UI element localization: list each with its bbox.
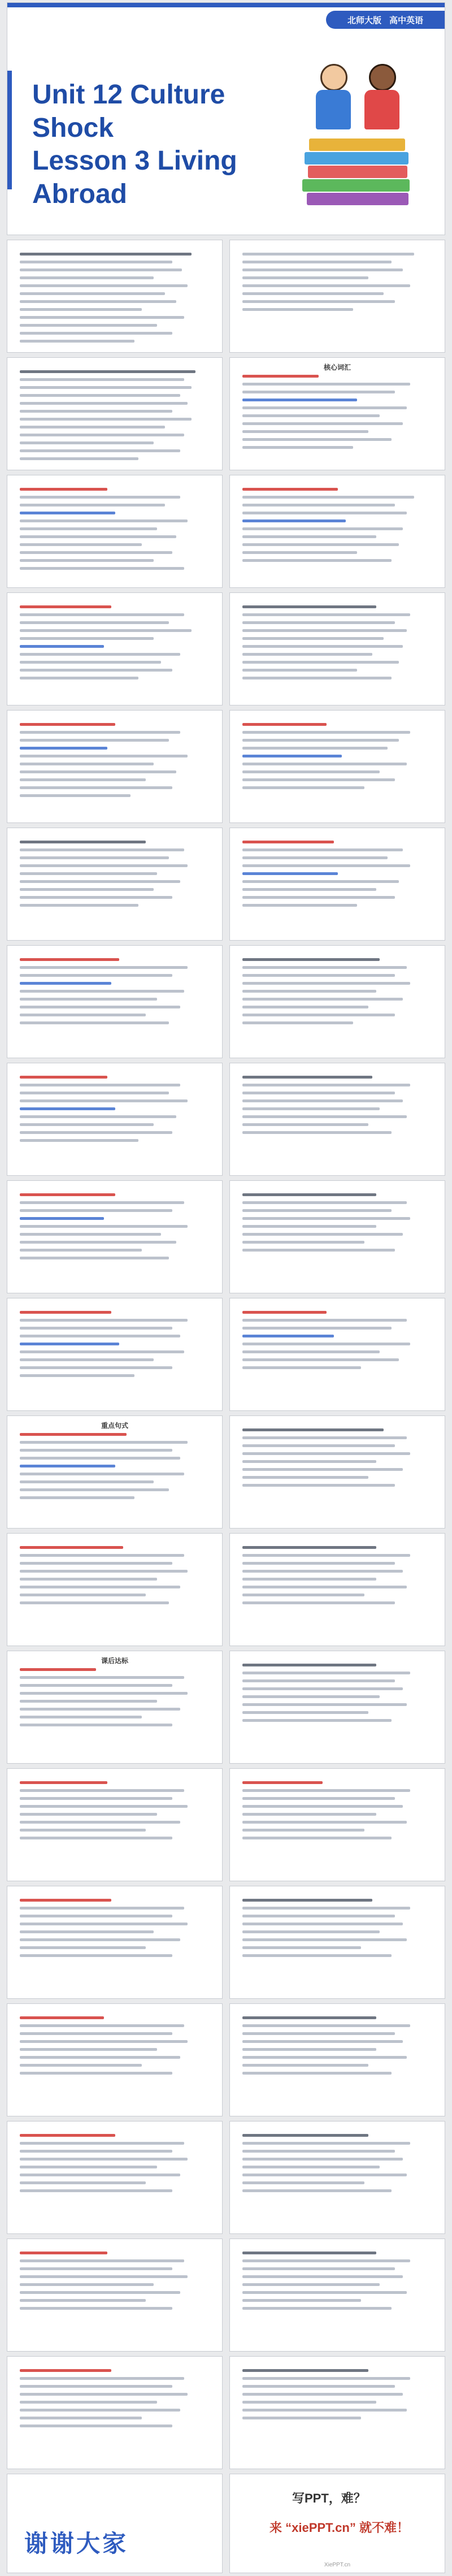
exercise-slide — [229, 945, 445, 1058]
edition-badge — [326, 11, 445, 29]
vocabulary-slide — [229, 710, 445, 823]
book-icon — [307, 193, 408, 205]
practice-slide — [7, 1651, 223, 1764]
book-stack-illustration — [301, 133, 414, 218]
title-line-1: Unit 12 Culture — [32, 80, 225, 110]
exercise-slide — [7, 2121, 223, 2234]
slide-heading: 课后达标 — [101, 1657, 128, 1665]
vocabulary-slide — [229, 828, 445, 941]
exercise-slide — [7, 1886, 223, 1999]
thanks-slide — [7, 2474, 223, 2573]
exercise-slide — [229, 240, 445, 353]
vocabulary-slide — [7, 475, 223, 588]
exercise-slide — [7, 2003, 223, 2116]
vocabulary-slide — [7, 592, 223, 705]
cover-top-bar — [7, 3, 445, 7]
subject-label: 高中英语 — [389, 15, 424, 25]
vocabulary-slide — [229, 475, 445, 588]
vocabulary-slide — [7, 945, 223, 1058]
book-icon — [305, 152, 408, 164]
exercise-slide — [229, 1180, 445, 1293]
cover-slide — [7, 2, 445, 235]
exercise-slide — [229, 1886, 445, 1999]
exercise-slide — [7, 2239, 223, 2352]
exercise-slide — [229, 592, 445, 705]
kid-head-left — [320, 64, 347, 91]
sentence-slide — [7, 1415, 223, 1529]
lesson-title — [32, 79, 292, 211]
exercise-slide — [229, 1533, 445, 1646]
vocabulary-slide — [7, 710, 223, 823]
exercise-slide — [7, 1768, 223, 1881]
sentence-slide — [7, 1533, 223, 1646]
slide-heading: 核心词汇 — [323, 363, 351, 371]
exercise-slide — [7, 828, 223, 941]
exercise-slide — [229, 1651, 445, 1764]
publisher-label: 北师大版 — [347, 15, 381, 25]
knowledge-slide — [229, 357, 445, 470]
exercise-slide — [229, 2121, 445, 2234]
book-icon — [308, 166, 407, 178]
kid-body-left — [316, 90, 351, 129]
exercise-slide — [229, 2003, 445, 2116]
book-icon — [302, 179, 410, 192]
exercise-slide — [7, 2356, 223, 2469]
vocabulary-slide — [7, 1298, 223, 1411]
exercise-slide — [229, 2239, 445, 2352]
exercise-slide — [7, 240, 223, 353]
title-line-4: Abroad — [32, 179, 127, 209]
exercise-slide — [229, 1768, 445, 1881]
vocabulary-slide — [7, 1063, 223, 1176]
ad-line-1: 写PPT，难？ — [292, 2491, 366, 2505]
ad-line-2: 来 “xiePPT.cn” 就不难！ — [270, 2521, 409, 2535]
ad-footer: XiePPT.cn — [324, 2562, 351, 2568]
kids-illustration — [310, 64, 412, 137]
title-line-3: Lesson 3 Living — [32, 146, 237, 176]
ad-slide — [229, 2474, 445, 2573]
book-icon — [309, 138, 405, 151]
vocabulary-slide — [7, 1180, 223, 1293]
thanks-text: 谢谢大家 — [24, 2530, 129, 2557]
kid-head-right — [369, 64, 396, 91]
title-line-2: Shock — [32, 112, 114, 143]
slide-heading: 重点句式 — [101, 1422, 128, 1430]
vocabulary-slide — [229, 1298, 445, 1411]
exercise-slide — [229, 1063, 445, 1176]
cover-left-bar — [7, 71, 12, 189]
exercise-slide — [229, 1415, 445, 1529]
reading-slide — [7, 357, 223, 470]
kid-body-right — [364, 90, 399, 129]
exercise-slide — [229, 2356, 445, 2469]
